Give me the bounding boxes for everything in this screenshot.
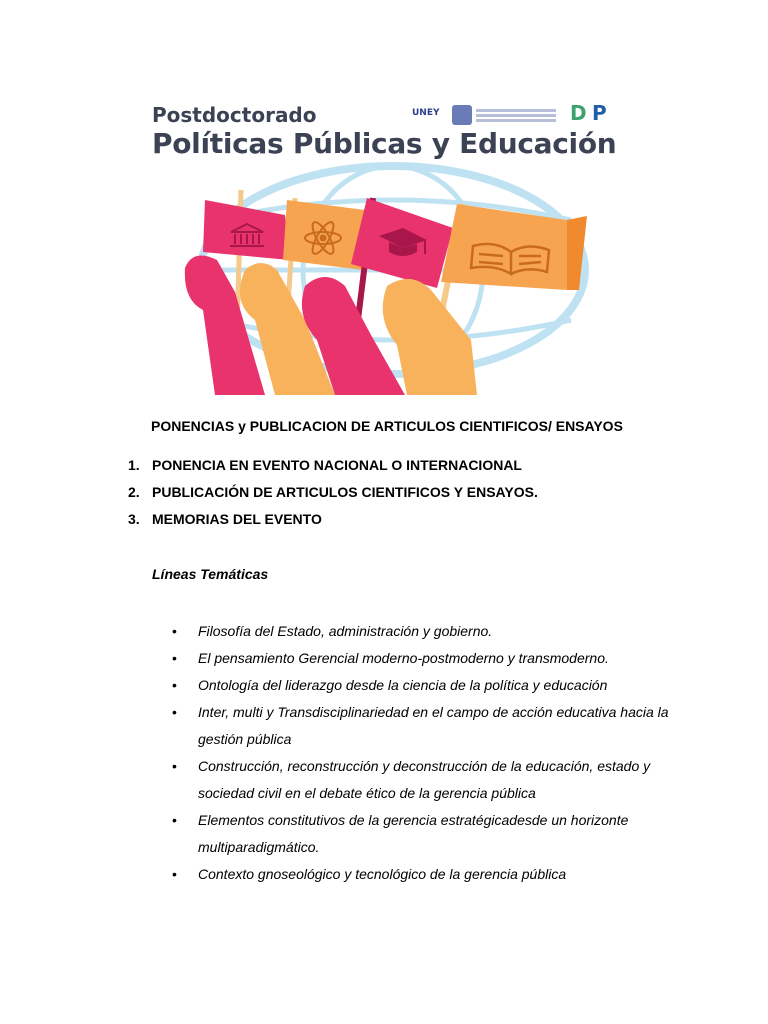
list-item-text: MEMORIAS DEL EVENTO bbox=[152, 511, 322, 527]
flags-illustration bbox=[175, 160, 605, 395]
list-item-number: 2. bbox=[128, 484, 140, 500]
list-item-text: PUBLICACIÓN DE ARTICULOS CIENTIFICOS Y ENSAYOS. bbox=[152, 484, 538, 500]
list-item-number: 1. bbox=[128, 457, 140, 473]
university-badge-icon bbox=[452, 105, 472, 125]
bullet-text: Inter, multi y Transdisciplinariedad en el campo de acción educativa hacia la gestión pública bbox=[198, 704, 669, 747]
bullet-icon: • bbox=[172, 812, 177, 828]
header-title: Políticas Públicas y Educación bbox=[152, 127, 617, 160]
bullet-item bbox=[172, 672, 672, 699]
list-item-number: 3. bbox=[128, 511, 140, 527]
bullet-icon: • bbox=[172, 650, 177, 666]
bullet-item bbox=[172, 807, 672, 861]
thematic-lines-heading: Líneas Temáticas bbox=[152, 566, 269, 582]
bullet-icon: • bbox=[172, 623, 177, 639]
university-name-lines bbox=[476, 109, 556, 123]
bullet-text: Ontología del liderazgo desde la ciencia de la política y educación bbox=[198, 677, 608, 693]
bullet-item bbox=[172, 699, 672, 753]
uney-logo bbox=[412, 105, 557, 125]
bullet-item bbox=[172, 645, 672, 672]
bullet-icon: • bbox=[172, 758, 177, 774]
dp-logo-d: D bbox=[570, 101, 587, 125]
list-item-text: PONENCIA EN EVENTO NACIONAL O INTERNACIONAL bbox=[152, 457, 522, 473]
bullet-icon: • bbox=[172, 866, 177, 882]
bullet-text: El pensamiento Gerencial moderno-postmoderno y transmoderno. bbox=[198, 650, 609, 666]
dp-logo-p: P bbox=[592, 101, 607, 125]
thematic-lines-list bbox=[172, 618, 672, 888]
logos bbox=[412, 103, 622, 127]
bullet-text: Filosofía del Estado, administración y gobierno. bbox=[198, 623, 493, 639]
uney-logo-text: UNEY bbox=[412, 108, 440, 118]
bullet-text: Elementos constitutivos de la gerencia estratégicadesde un horizonte multiparadigmático. bbox=[198, 812, 629, 855]
bullet-text: Construcción, reconstrucción y deconstrucción de la educación, estado y sociedad civil en el debate ético de la gerencia pública bbox=[198, 758, 651, 801]
bullet-item bbox=[172, 861, 672, 888]
bullet-item bbox=[172, 618, 672, 645]
bullet-item bbox=[172, 753, 672, 807]
dp-logo bbox=[570, 103, 620, 127]
bullet-icon: • bbox=[172, 677, 177, 693]
document-title: PONENCIAS y PUBLICACION DE ARTICULOS CIENTIFICOS/ ENSAYOS bbox=[151, 418, 623, 434]
header-superscript: Postdoctorado bbox=[152, 103, 317, 127]
bullet-icon: • bbox=[172, 704, 177, 720]
bullet-text: Contexto gnoseológico y tecnológico de la gerencia pública bbox=[198, 866, 567, 882]
